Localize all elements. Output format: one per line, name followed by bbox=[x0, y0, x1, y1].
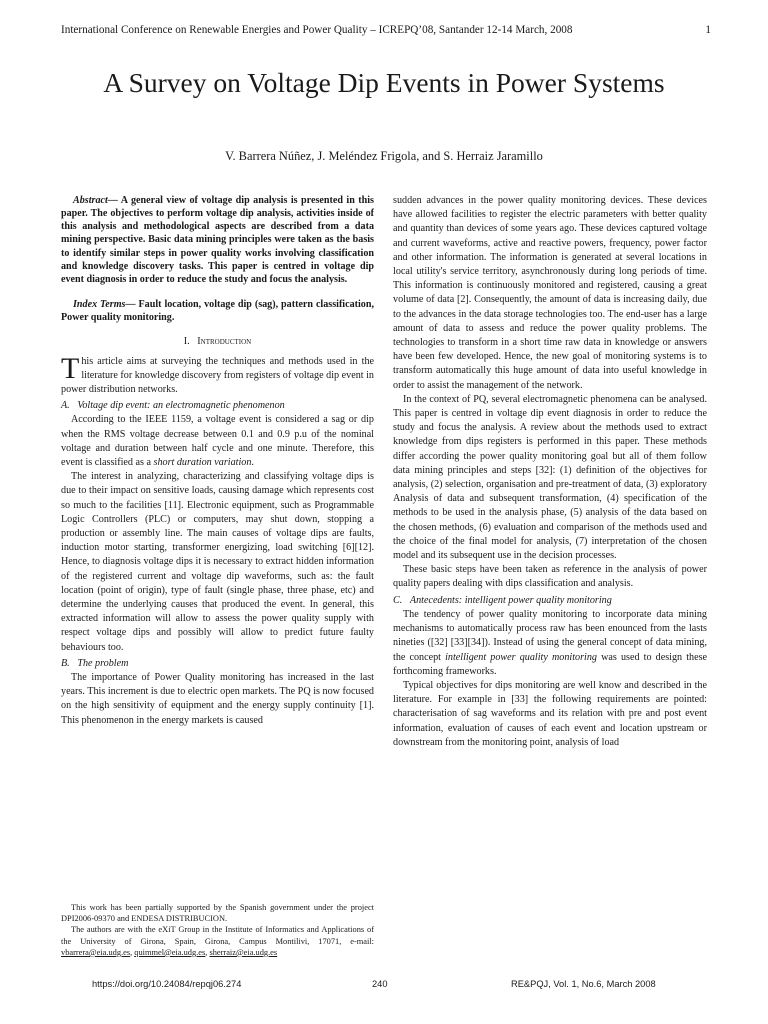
intro-paragraph bbox=[61, 351, 374, 398]
emphasis-text: intelligent power quality monitoring bbox=[445, 651, 597, 663]
subsection-label: A. bbox=[61, 400, 70, 412]
subsection-heading-b bbox=[61, 657, 374, 671]
footnote-text: The authors are with the eXiT Group in the Institute of Informatics and Applications of the University of Girona, Spain, Girona, Campus Montilivi, 17071, e-mail: bbox=[61, 925, 374, 946]
index-terms-text: Fault location, voltage dip (sag), pattern classification, Power quality monitoring. bbox=[61, 299, 374, 324]
running-header bbox=[61, 24, 711, 36]
paragraph: sudden advances in the power quality monitoring devices. These devices have allowed facilities to register the electric parameters with better quality and quantity than devices of some years ago. These devices captured voltage and current waveforms, active and reactive powers, frequency, power factor and other information. The information is generated at several locations in local utility's service territory, asynchronously during long periods of time. This information is continuously monitored and registered, causing a great volume of data [2]. Consequently, the amount of data is increasing daily, due to the advances in the data storage technologies too. The end-user has a large amount of data to assess and reduce the power quality problems. The technologies to transform in a short time raw data in knowledge or answers have been few developed. Hence, the new goal of monitoring systems is to transform automatically this huge amount of data into useful knowledge in order to assist the management of the network. bbox=[393, 195, 707, 391]
email-link[interactable]: quimmel@eia.udg.es bbox=[134, 947, 206, 957]
subsection-label: C. bbox=[393, 594, 403, 606]
subsection-heading-a bbox=[61, 399, 374, 413]
intro-text: his article aims at surveying the techniques and methods used in the literature for knowledge discovery from registers of voltage dip event in power distribution networks. bbox=[61, 355, 374, 396]
right-column bbox=[393, 194, 707, 750]
header-page-number: 1 bbox=[705, 24, 711, 36]
index-terms-label: Index Terms— bbox=[73, 299, 136, 311]
subsection-title: The problem bbox=[77, 657, 129, 669]
subsection-heading-c bbox=[393, 594, 707, 608]
paragraph: These basic steps have been taken as reference in the analysis of power quality papers dealing with dips classification and analysis. bbox=[393, 564, 707, 590]
page-footer bbox=[0, 979, 768, 993]
doi-link[interactable]: https://doi.org/10.24084/repqj06.274 bbox=[92, 979, 242, 989]
paragraph: The importance of Power Quality monitoring has increased in the last years. This increment is due to electric open markets. The PQ is now focused on the high sensitivity of equipment and the energy supply continuity [1]. This phenomenon in the energy markets is caused bbox=[61, 672, 374, 726]
subsection-title: Antecedents: intelligent power quality monitoring bbox=[409, 594, 612, 606]
abstract bbox=[61, 194, 374, 286]
section-title: Introduction bbox=[197, 336, 252, 348]
subsection-label: B. bbox=[61, 657, 70, 669]
abstract-text: A general view of voltage dip analysis is presented in this paper. The objectives to perform voltage dip analysis, activities inside of this analysis and methodological aspects are described from a data mining perspective. Basic data mining principles were taken as the basis to identify similar steps in power quality works involving classification and knowledge discovery tasks. This paper is centred in voltage dip event diagnosis in order to reduce the study and focus the analysis. bbox=[61, 195, 374, 285]
abstract-label: Abstract— bbox=[73, 195, 118, 206]
paragraph bbox=[393, 608, 707, 679]
email-link[interactable]: vbarrera@eia.udg.es bbox=[61, 947, 131, 957]
index-terms bbox=[61, 298, 374, 324]
page-number: 240 bbox=[372, 979, 388, 989]
footnote-funding: This work has been partially supported by the Spanish government under the project DPI2006-09370 and ENDESA DISTRIBUCION. bbox=[61, 903, 374, 924]
emphasis-text: short duration variation bbox=[153, 457, 252, 469]
paragraph-text: . bbox=[251, 457, 254, 469]
email-link[interactable]: sherraiz@eia.udg.es bbox=[209, 947, 278, 957]
footnote bbox=[61, 902, 374, 958]
paper-title: A Survey on Voltage Dip Events in Power Systems bbox=[103, 67, 665, 98]
section-number: I. bbox=[183, 336, 190, 348]
footnote-affiliation: The authors are with the eXiT Group in the Institute of Informatics and Applications of the University of Girona, Spain, Girona, Campus Montilivi, 17071, e-mail: vbarrera@eia.udg.es, quimmel@eia.udg.es, sherraiz@eia.udg.es bbox=[61, 925, 374, 957]
paper-authors: V. Barrera Núñez, J. Meléndez Frigola, and S. Herraiz Jaramillo bbox=[225, 149, 543, 163]
paragraph: The interest in analyzing, characterizing and classifying voltage dips is due to their impact on sensitive loads, causing damage which represents cost so much to the facilities [11]. Electronic equipment, such as Programmable Logic Controllers (PLC) or computers, may shut down, stopping a production or assembly line. The main causes of voltage dips are faults, induction motor starting, transformer energizing, load switching [6][12]. Hence, to diagnosis voltage dips it is necessary to extract hidden information of the registered current and voltage dip waveforms, such as: the fault location (point of origin), type of fault (single phase, three phase, etc) and determine the underlying causes that produced the event. In general, this extracted information will allow to assess the power quality supply with respect voltage dips and possibly will allow to predict future faulty behaviours too. bbox=[61, 471, 374, 653]
paragraph: In the context of PQ, several electromagnetic phenomena can be analysed. This paper is centred in voltage dip event diagnosis in order to reduce the study and focus the analysis. A review about the methods used to extract knowledge from dips registers is performed in this paper. These methods differ according the power quality monitoring goal but all of them follow data mining principles and steps [32]: (1) definition of the objectives for analysis, (2) selection, organisation and pre-treatment of data, (3) exploratory Analysis of data and subsequent transformation, (4) specification of the methods to be used in the analysis phase, (5) analysis of the data based on the chosen methods, (6) evaluation and comparison of the methods used and the choice of the final model for analysis, (7) interpretation of the chosen model and its subsequent use in the decision processes. bbox=[393, 393, 707, 562]
paragraph: Typical objectives for dips monitoring are well know and described in the literature. For example in [33] the following requirements are pointed: characterisation of sag waveforms and its relation with pre and post event information, evaluation of causes of each event and location upstream or downstream from the monitoring point, analysis of load bbox=[393, 679, 707, 748]
paragraph-text: According to the IEEE 1159, a voltage event is considered a sag or dip when the RMS voltage decrease between 0.1 and 0.9 p.u of the nominal voltage and duration between half cycle and one minute. Therefore, this event is classified as a bbox=[61, 414, 374, 469]
paragraph bbox=[61, 413, 374, 470]
drop-cap: T bbox=[61, 351, 80, 385]
journal-info: RE&PQJ, Vol. 1, No.6, March 2008 bbox=[511, 979, 656, 989]
left-column bbox=[61, 194, 374, 728]
paragraph-text: The tendency of power quality monitoring to incorporate data mining mechanisms to automatically process raw has been enounced from the lasts nineties ([32] [33][34]). Instead of using the general concept of data mining, the concept bbox=[393, 608, 707, 663]
subsection-title: Voltage dip event: an electromagnetic phenomenon bbox=[77, 400, 285, 412]
section-heading-introduction bbox=[61, 335, 374, 349]
running-head-text: International Conference on Renewable Energies and Power Quality – ICREPQ’08, Santander 12-14 March, 2008 bbox=[61, 24, 573, 36]
paragraph-text: was used to design these forthcoming frameworks. bbox=[393, 651, 707, 677]
